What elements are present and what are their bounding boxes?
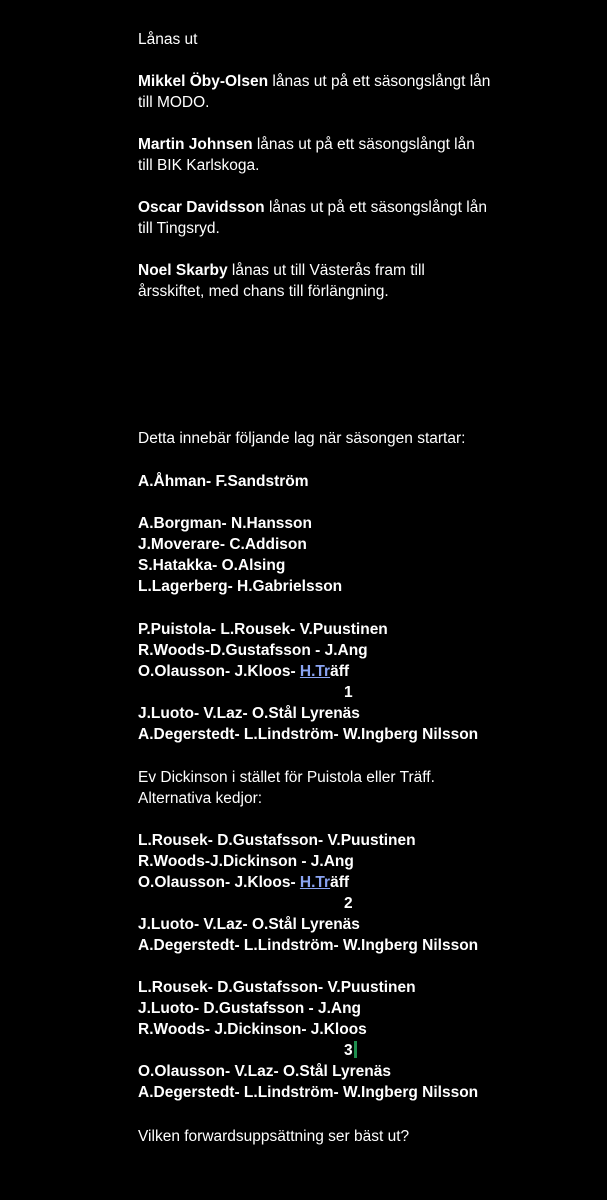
- defense-pair-3: S.Hatakka- O.Alsing: [138, 557, 286, 574]
- defense-pair-1: A.Borgman- N.Hansson: [138, 515, 312, 532]
- goalie-pair: A.Åhman- F.Sandström: [138, 473, 309, 490]
- player-link[interactable]: H.Tr: [299, 663, 331, 680]
- alt-note-line-1: Ev Dickinson i stället för Puistola eller Träff.: [138, 769, 435, 786]
- defense-pair-4: L.Lagerberg- H.Gabrielsson: [138, 578, 343, 595]
- player-name: Mikkel Öby-Olsen: [138, 73, 269, 90]
- loan-item-2-line-2: till BIK Karlskoga.: [138, 157, 260, 174]
- alt2-line-3-suffix: äff: [330, 874, 350, 891]
- option-number-3: [344, 1040, 357, 1061]
- lineup-intro: Detta innebär följande lag när säsongen startar:: [138, 430, 466, 447]
- alt-note-line-2: Alternativa kedjor:: [138, 790, 263, 807]
- alt3-line-1: L.Rousek- D.Gustafsson- V.Puustinen: [138, 979, 416, 996]
- text-cursor: [354, 1041, 357, 1058]
- forward-line-2: R.Woods-D.Gustafsson - J.Ang: [138, 642, 368, 659]
- forward-line-3-text: O.Olausson- J.Kloos-: [138, 663, 300, 680]
- loan-item-1-line-1: [138, 71, 490, 92]
- forward-line-5: A.Degerstedt- L.Lindström- W.Ingberg Nilsson: [138, 726, 479, 743]
- alt2-line-5: A.Degerstedt- L.Lindström- W.Ingberg Nilsson: [138, 937, 479, 954]
- loans-heading: Lånas ut: [138, 31, 198, 48]
- defense-pair-2: J.Moverare- C.Addison: [138, 536, 307, 553]
- option-number-2: 2: [344, 895, 353, 912]
- forward-line-4: J.Luoto- V.Laz- O.Stål Lyrenäs: [138, 705, 360, 722]
- loan-text: lånas ut på ett säsongslångt lån: [268, 73, 491, 90]
- loan-item-4-line-1: [138, 260, 425, 281]
- player-link[interactable]: H.Tr: [299, 874, 331, 891]
- option-number-3-text: 3: [344, 1042, 353, 1059]
- alt3-line-4: O.Olausson- V.Laz- O.Stål Lyrenäs: [138, 1063, 391, 1080]
- forward-line-3-suffix: äff: [330, 663, 350, 680]
- player-name: Oscar Davidsson: [138, 199, 265, 216]
- forward-line-3: [138, 661, 349, 682]
- alt3-line-5: A.Degerstedt- L.Lindström- W.Ingberg Nilsson: [138, 1084, 479, 1101]
- player-name: Noel Skarby: [138, 262, 228, 279]
- alt2-line-2: R.Woods-J.Dickinson - J.Ang: [138, 853, 354, 870]
- alt3-line-2: J.Luoto- D.Gustafsson - J.Ang: [138, 1000, 362, 1017]
- alt2-line-4: J.Luoto- V.Laz- O.Stål Lyrenäs: [138, 916, 360, 933]
- loan-item-2-line-1: [138, 134, 475, 155]
- option-number-1: 1: [344, 684, 353, 701]
- loan-item-4-line-2: årsskiftet, med chans till förlängning.: [138, 283, 389, 300]
- loan-item-1-line-2: till MODO.: [138, 94, 210, 111]
- alt2-line-3-text: O.Olausson- J.Kloos-: [138, 874, 300, 891]
- player-name: Martin Johnsen: [138, 136, 253, 153]
- loan-text: lånas ut på ett säsongslångt lån: [252, 136, 475, 153]
- loan-text: lånas ut till Västerås fram till: [227, 262, 425, 279]
- loan-text: lånas ut på ett säsongslångt lån: [264, 199, 487, 216]
- closing-question: Vilken forwardsuppsättning ser bäst ut?: [138, 1128, 410, 1145]
- alt2-line-3: [138, 872, 349, 893]
- alt2-line-1: L.Rousek- D.Gustafsson- V.Puustinen: [138, 832, 416, 849]
- loan-item-3-line-2: till Tingsryd.: [138, 220, 220, 237]
- forward-line-1: P.Puistola- L.Rousek- V.Puustinen: [138, 621, 388, 638]
- alt3-line-3: R.Woods- J.Dickinson- J.Kloos: [138, 1021, 367, 1038]
- loan-item-3-line-1: [138, 197, 487, 218]
